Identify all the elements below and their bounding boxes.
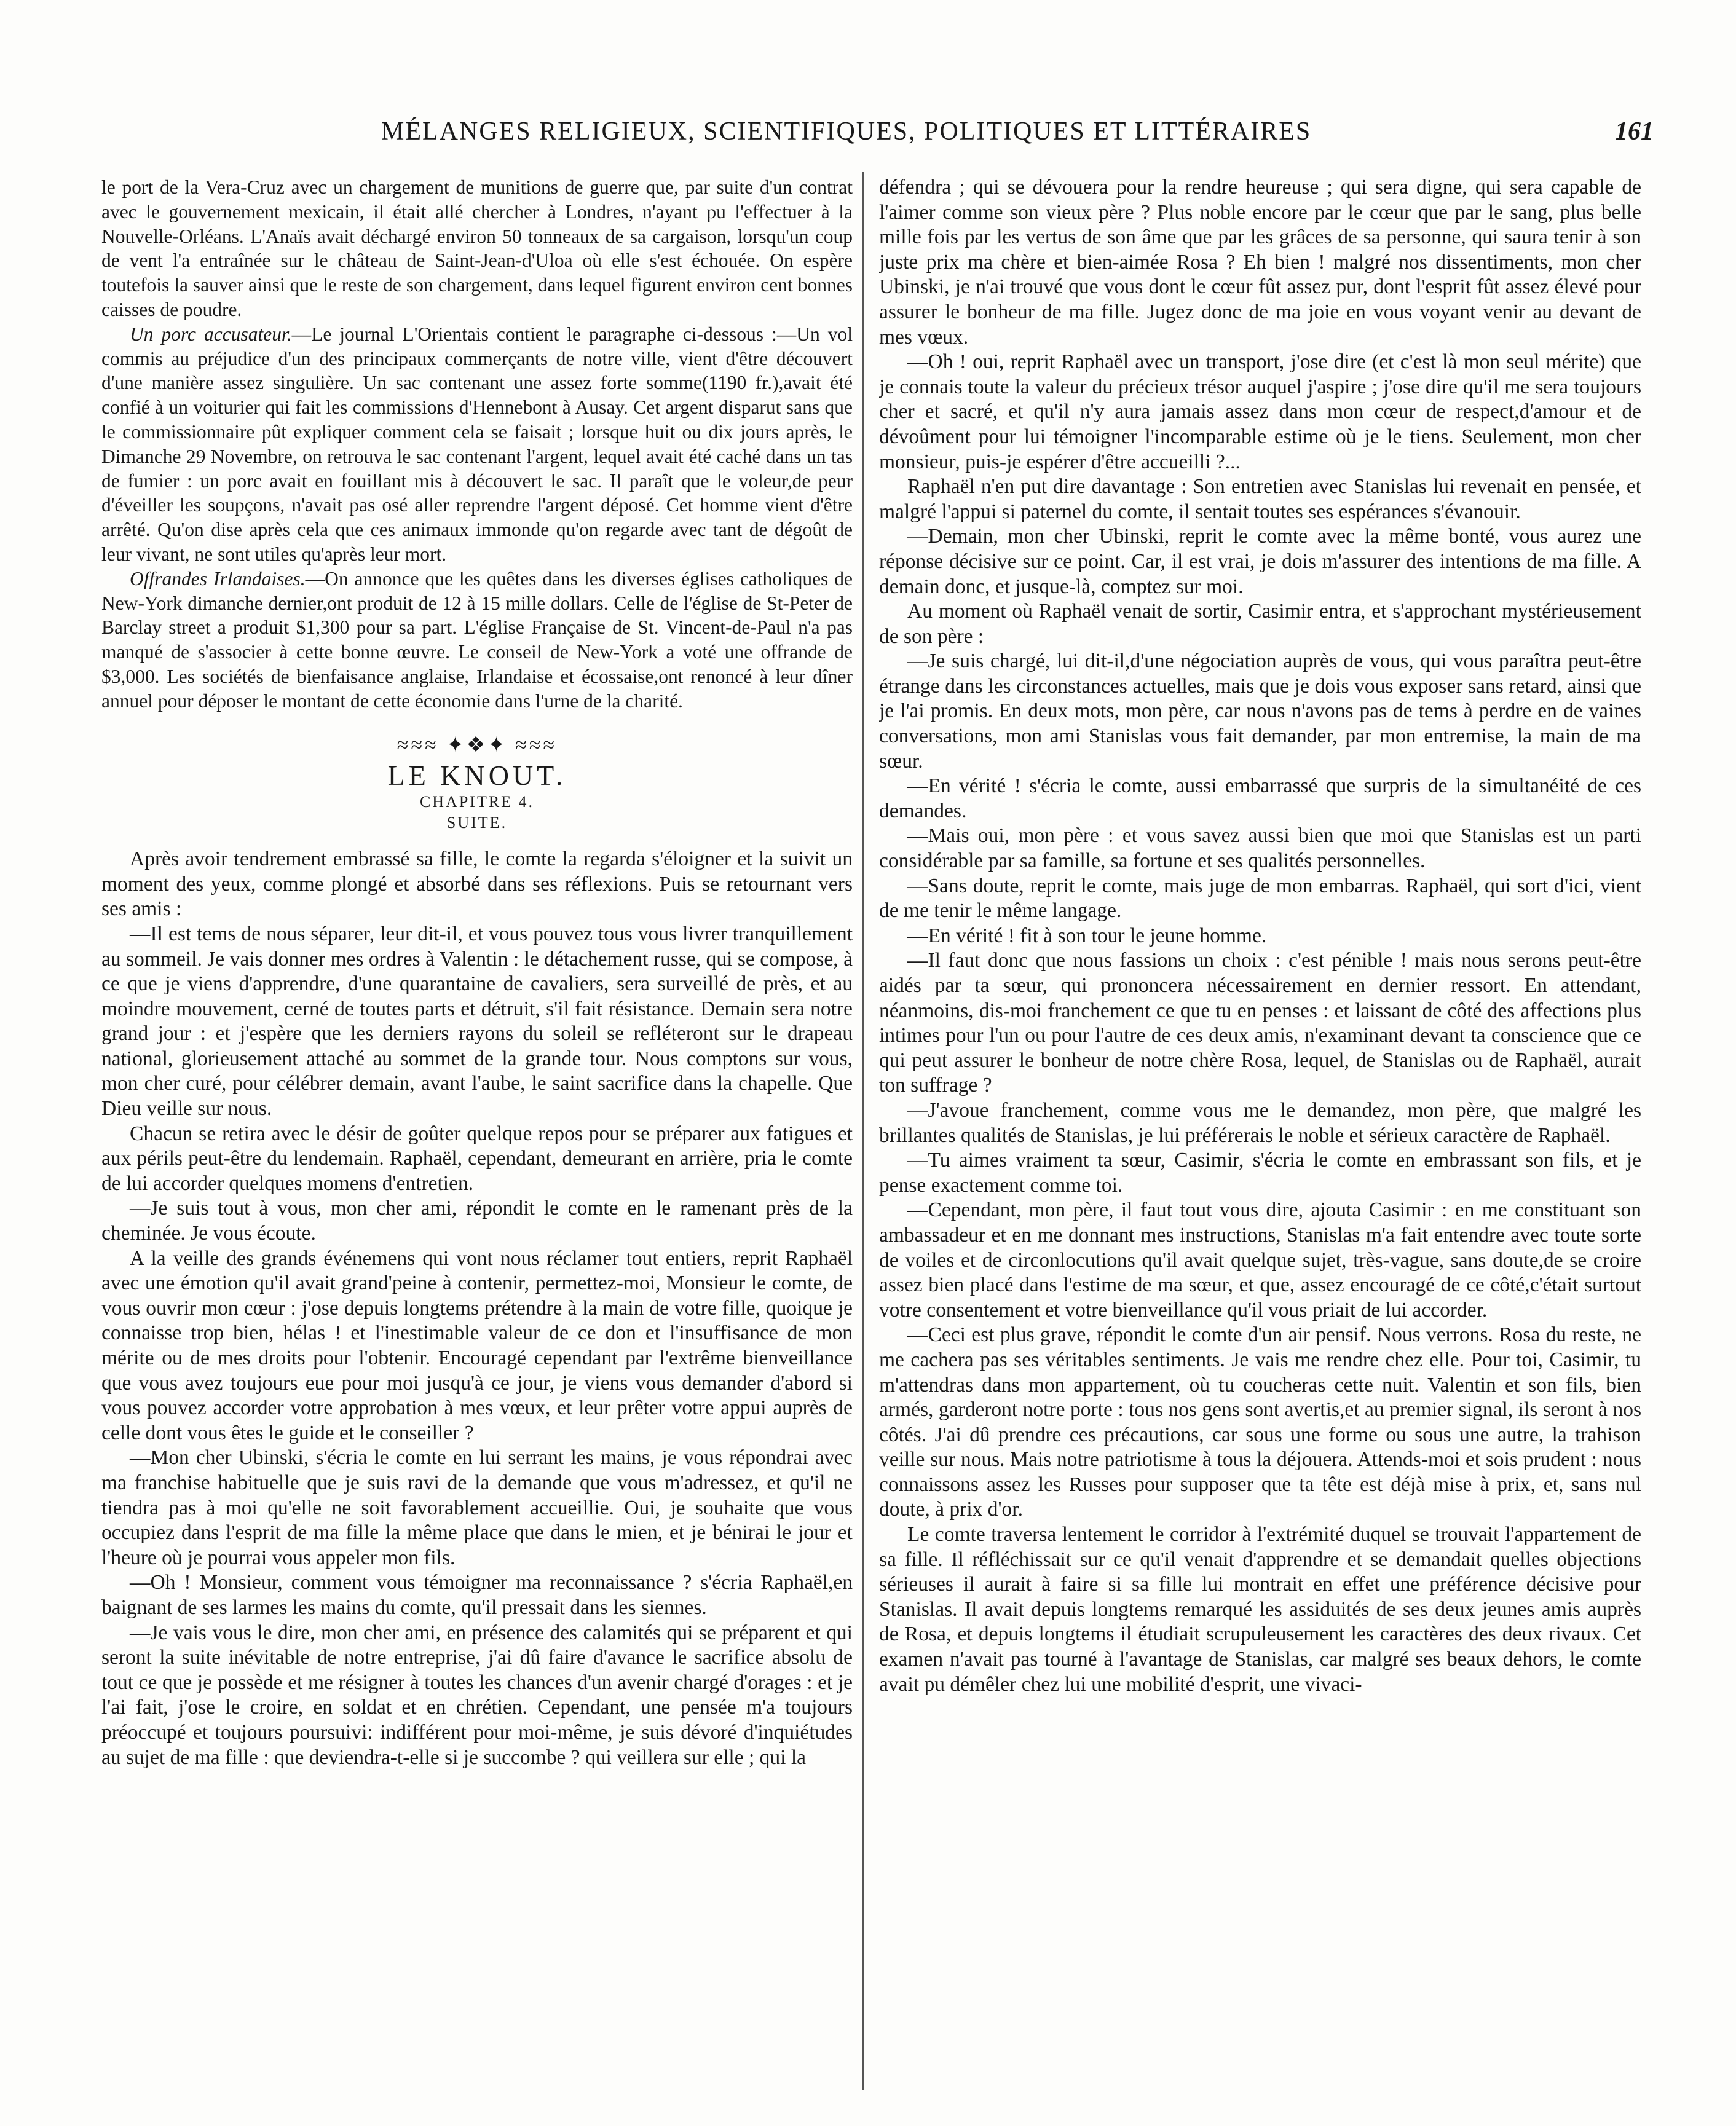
story-paragraph: —Oh ! Monsieur, comment vous témoigner ma reconnaissance ? s'écria Raphaël,en baignant de ses larmes les mains du comte, qu'il pressait dans les siennes. bbox=[101, 1571, 853, 1619]
story-paragraph: —Il est tems de nous séparer, leur dit-il, et vous pouvez tous vous livrer tranquillement au sommeil. Je vais donner mes ordres à Valentin : le détachement russe, qui se compose, à ce que je viens d'apprendre, d'une quarantaine de cavaliers, sera surveillé de près, et au moindre mouvement, cerné de toutes parts et détruit, s'il fait résistance. Demain sera notre grand jour : et j'espère que les derniers rayons du soleil se refléteront sur le drapeau national, glorieusement attaché au sommet de la grande tour. Nous comptons sur vous, mon cher curé, pour célébrer demain, avant l'aube, le saint sacrifice dans la chapelle. Que Dieu veille sur nous. bbox=[101, 922, 853, 1120]
story-paragraph: A la veille des grands événemens qui vont nous réclamer tout entiers, reprit Raphaël avec une émotion qu'il avait grand'peine à contenir, permettez-moi, Monsieur le comte, de vous ouvrir mon cœur : j'ose depuis longtems prétendre à la main de votre fille, quoique je connaisse trop bien, hélas ! et l'inestimable valeur de ce don et l'insuffisance de mon mérite ou de mes droits pour l'obtenir. Encouragé cependant par l'extrême bienveillance que vous avez toujours eue pour moi jusqu'à ce jour, je viens vous demander d'abord si vous pouvez accorder votre approbation à mes vœux, et leur prêter votre appui auprès de celle dont vous êtes le guide et le conseiller ? bbox=[101, 1246, 853, 1444]
page-number: 161 bbox=[1615, 117, 1654, 146]
news-heading-porc: Un porc accusateur. bbox=[130, 323, 292, 345]
column-divider bbox=[862, 172, 864, 2090]
story-paragraph: —Cependant, mon père, il faut tout vous dire, ajouta Casimir : en me constituant son ambassadeur et en me donnant mes instructions, Stanislas m'a fait entendre avec toute sorte de voiles et de circonlocutions qu'il avait quelque sujet, très-vague, sans doute,de se croire assez bien placé dans l'estime de ma sœur, et que, assez encouragé de ce côté,c'était surtout votre consentement et votre bienveillance qu'il vous priait de lui accorder. bbox=[879, 1199, 1641, 1321]
story-paragraph: —Je suis tout à vous, mon cher ami, répondit le comte en le ramenant près de la cheminée. Je vous écoute. bbox=[101, 1197, 853, 1245]
story-paragraph: —Mais oui, mon père : et vous savez aussi bien que moi que Stanislas est un parti considérable par sa famille, sa fortune et ses qualités personnelles. bbox=[879, 824, 1641, 873]
story-paragraph: Raphaël n'en put dire davantage : Son entretien avec Stanislas lui revenait en pensée, et malgré l'appui si paternel du comte, il sentait toutes ses espérances s'évanouir. bbox=[879, 475, 1641, 523]
news-heading-offrandes: Offrandes Irlandaises. bbox=[130, 567, 306, 589]
section-ornament: ≈≈≈ ✦❖✦ ≈≈≈ bbox=[397, 733, 558, 757]
story-paragraph: —Tu aimes vraiment ta sœur, Casimir, s'écria le comte en embrassant son fils, et je pense exactement comme toi. bbox=[879, 1149, 1641, 1197]
running-title: MÉLANGES RELIGIEUX, SCIENTIFIQUES, POLITIQUES ET LITTÉRAIRES bbox=[381, 117, 1312, 146]
story-paragraph: —Sans doute, reprit le comte, mais juge de mon embarras. Raphaël, qui sort d'ici, vient de me tenir le même langage. bbox=[879, 874, 1641, 923]
page-header bbox=[86, 117, 1660, 154]
news-item-offrandes bbox=[101, 567, 853, 714]
news-item-porc bbox=[101, 322, 853, 567]
story-paragraph: —Il faut donc que nous fassions un choix : c'est pénible ! mais nous serons peut-être aidés par ta sœur, qui prononcera nécessairement en dernier ressort. En attendant, néanmoins, dis-moi franchement ce que tu en penses : et laissant de côté des affections plus intimes pour l'un ou pour l'autre de ces deux amis, n'examinant devant ta conscience que ce qui peut assurer le bonheur de notre chère Rosa, lequel, de Stanislas ou de Raphaël, aurait ton suffrage ? bbox=[879, 949, 1641, 1097]
news-item-vera-cruz: le port de la Vera-Cruz avec un chargement de munitions de guerre que, par suite d'un contrat avec le gouvernement mexicain, il était allé chercher à Londres, n'ayant pu l'effectuer à la Nouvelle-Orléans. L'Anaïs avait déchargé environ 50 tonneaux de sa cargaison, lorsqu'un coup de vent l'a entraînée sur le château de Saint-Jean-d'Uloa où elle s'est échouée. On espère toutefois la sauver ainsi que le reste de son chargement, dans lequel figurent environ cent bonnes caisses de poudre. bbox=[101, 176, 853, 320]
story-text-left bbox=[101, 847, 853, 1770]
suite-label: SUITE. bbox=[446, 814, 508, 832]
story-paragraph: Après avoir tendrement embrassé sa fille, le comte la regarda s'éloigner et la suivit un moment des yeux, comme plongé et absorbé dans ses réflexions. Puis se retournant vers ses amis : bbox=[101, 848, 853, 921]
chapter-label: CHAPITRE 4. bbox=[419, 793, 535, 811]
story-paragraph: —Demain, mon cher Ubinski, reprit le comte avec la même bonté, vous aurez une réponse décisive sur ce point. Car, il est vrai, je dois m'assurer des intentions de ma fille. A demain donc, et jusque-là, comptez sur moi. bbox=[879, 525, 1641, 598]
story-paragraph: Au moment où Raphaël venait de sortir, Casimir entra, et s'approchant mystérieusement de son père : bbox=[879, 600, 1641, 648]
story-paragraph: —Je vais vous le dire, mon cher ami, en présence des calamités qui se préparent et qui seront la suite inévitable de notre entreprise, j'ai dû faire d'avance le sacrifice absolu de tout ce que je possède et me résigner à toutes les chances d'un avenir chargé d'orages : et je l'ai fait, j'ose le croire, en soldat et en chrétien. Cependant, une pensée m'a toujours préoccupé et toujours poursuivi: indifférent pour moi-même, je suis dévoré d'inquiétudes au sujet de ma fille : que deviendra-t-elle si je succombe ? qui veillera sur elle ; qui la bbox=[101, 1621, 853, 1769]
story-paragraph: —En vérité ! s'écria le comte, aussi embarrassé que surpris de la simultanéité de ces demandes. bbox=[879, 774, 1641, 822]
story-paragraph: —En vérité ! fit à son tour le jeune homme. bbox=[907, 924, 1267, 947]
story-paragraph: —J'avoue franchement, comme vous me le demandez, mon père, que malgré les brillantes qualités de Stanislas, je lui préférerais le noble et sérieux caractère de Raphaël. bbox=[879, 1098, 1641, 1147]
story-paragraph: défendra ; qui se dévouera pour la rendre heureuse ; qui sera digne, qui sera capable de l'aimer comme son vieux père ? Plus noble encore par le cœur que par le sang, plus belle mille fois par les vertus de son âme que par les grâces de sa personne, qui saura tenir à son juste prix ma chère et bien-aimée Rosa ? Eh bien ! malgré nos dissentiments, mon cher Ubinski, je n'ai trouvé que vous dont le cœur fût assez pur, dont l'esprit fût assez élevé pour assurer le bonheur de ma fille. Jugez donc de ma joie en vous voyant venir au devant de mes vœux. bbox=[879, 176, 1641, 348]
story-paragraph: —Mon cher Ubinski, s'écria le comte en lui serrant les mains, je vous répondrai avec ma franchise habituelle que je suis ravi de la demande que vous m'adressez, et qu'il ne tiendra pas à moi qu'elle ne soit favorablement accueillie. Oui, je souhaite que vous occupiez dans l'esprit de ma fille la même place que dans le mien, et je bénirai le jour et l'heure où je pourrai vous appeler mon fils. bbox=[101, 1446, 853, 1569]
story-paragraph: —Oh ! oui, reprit Raphaël avec un transport, j'ose dire (et c'est là mon seul mérite) que je connais toute la valeur du précieux trésor auquel j'aspire ; j'ose dire qu'il me sera toujours cher et sacré, et qu'il n'y aura jamais assez dans mon cœur de respect,d'amour et de dévoûment pour lui témoigner l'incomparable estime où je le tiens. Seulement, mon cher monsieur, puis-je espérer d'être accueilli ?... bbox=[879, 350, 1641, 473]
story-paragraph: —Je suis chargé, lui dit-il,d'une négociation auprès de vous, qui vous paraîtra peut-être étrange dans les circonstances actuelles, mais que je dois vous exposer sans retard, ainsi que je l'ai promis. En deux mots, mon père, car nous n'avons pas de tems à perdre en de vaines conversations, mon ami Stanislas vous fait demander, par mon entremise, la main de ma sœur. bbox=[879, 650, 1641, 773]
right-column bbox=[879, 175, 1641, 2093]
section-title: LE KNOUT. bbox=[387, 760, 567, 792]
news-body-offrandes: —On annonce que les quêtes dans les diverses églises catholiques de New-York dimanche dernier,ont produit de 12 à 15 mille dollars. Celle de l'église de St-Peter de Barclay street a produit $1,300 pour sa part. L'église Française de St. Vincent-de-Paul n'a pas manqué de s'associer à cette bonne œuvre. Le conseil de New-York a voté une offrande de $3,000. Les sociétés de bienfaisance anglaise, Irlandaise et écossaise,ont renoncé à leur dîner annuel pour déposer le montant de cette économie dans l'urne de la charité. bbox=[101, 567, 853, 712]
story-paragraph: —Ceci est plus grave, répondit le comte d'un air pensif. Nous verrons. Rosa du reste, ne me cachera pas ses véritables sentiments. Je vais me rendre chez elle. Pour toi, Casimir, tu m'attendras dans mon appartement, où tu coucheras cette nuit. Valentin et son fils, bien armés, garderont notre porte : tous nos gens sont avertis,et au premier signal, ils seront à nos côtés. J'ai dû prendre ces précautions, car sous une forme ou sous une autre, la trahison veille sur nous. Mais notre patriotisme à tous la déjouera. Attends-moi et sois prudent : nous connaissons assez les Russes pour supposer que ta tête est déjà mise à prix, et, sans nul doute, à prix d'or. bbox=[879, 1323, 1641, 1521]
story-paragraph: Le comte traversa lentement le corridor à l'extrémité duquel se trouvait l'appartement de sa fille. Il réfléchissait sur ce qu'il venait d'apprendre et se demandait quelles objections sérieuses il aurait à faire si sa fille lui montrait en effet une préférence décisive pour Stanislas. Il avait depuis longtems remarqué les assiduités de ses deux jeunes amis auprès de Rosa, et depuis longtems il étudiait scrupuleusement les caractères des deux rivaux. Cet examen n'avait pas tourné à l'avantage de Stanislas, car malgré ses beaux dehors, le comte avait pu démêler chez lui une mobilité d'esprit, une vivaci- bbox=[879, 1523, 1641, 1696]
left-column bbox=[101, 175, 853, 2093]
story-paragraph: Chacun se retira avec le désir de goûter quelque repos pour se préparer aux fatigues et aux périls peut-être du lendemain. Raphaël, cependant, demeurant en arrière, pria le comte de lui accorder quelques momens d'entretien. bbox=[101, 1122, 853, 1195]
news-body-porc: —Le journal L'Orientais contient le paragraphe ci-dessous :—Un vol commis au préjudice d'un des principaux commerçants de notre ville, vient d'être découvert d'une manière assez singulière. Un sac contenant une assez forte somme(1190 fr.),avait été confié à un voiturier qui fait les commissions d'Hennebont à Ausay. Cet argent disparut sans que le commissionnaire pût expliquer comment cela se faisait ; lorsque huit ou dix jours après, le Dimanche 29 Novembre, on retrouva le sac contenant l'argent, lequel avait été caché dans un tas de fumier : un porc avait en fouillant mis à découvert le sac. Il paraît que le voleur,de peur d'éveiller les soupçons, n'avait pas osé aller reprendre l'argent déposé. Cet homme vient d'être arrêté. Qu'on dise après cela que ces animaux immonde qu'on regarde avec tant de dégoût de leur vivant, ne sont utiles qu'après leur mort. bbox=[101, 323, 853, 565]
